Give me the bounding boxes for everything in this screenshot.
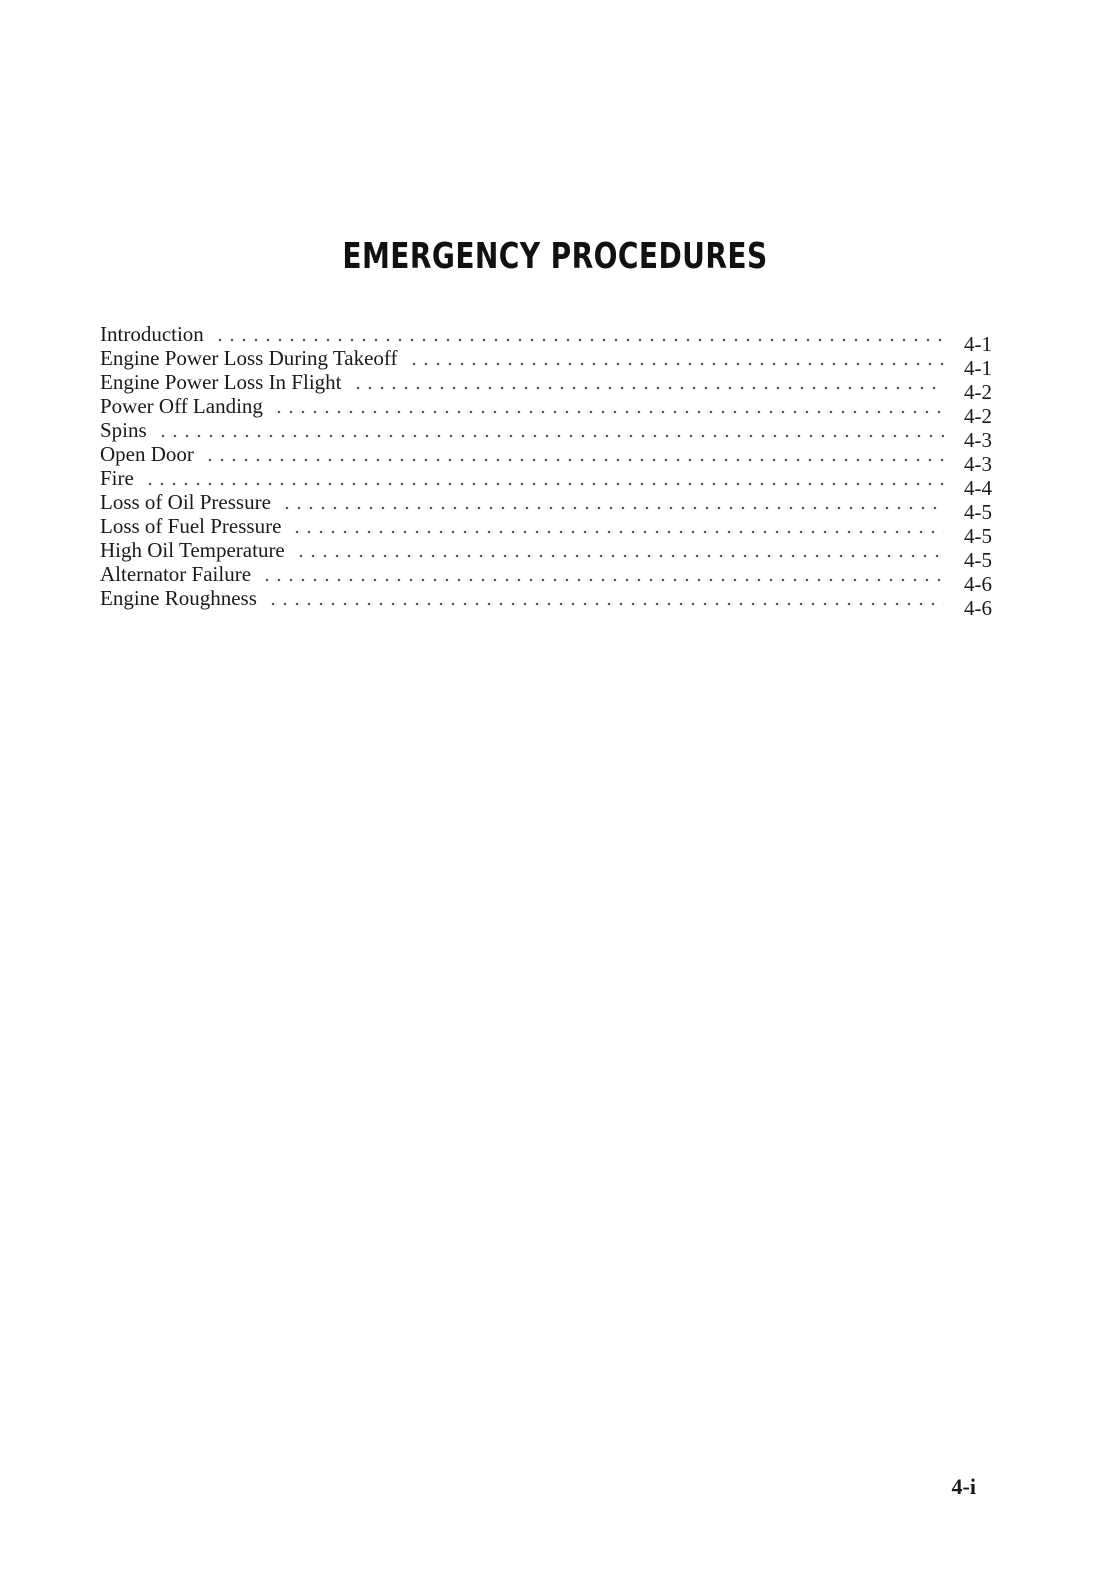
dot-leader <box>204 458 944 462</box>
toc-entry-page: 4-6 <box>964 596 992 620</box>
toc-entry-power-off-landing[interactable] <box>100 394 992 428</box>
toc-entry-label: High Oil Temperature <box>100 538 285 562</box>
dot-leader <box>157 434 944 438</box>
toc-entry-spins[interactable] <box>100 418 992 452</box>
toc-entry-engine-roughness[interactable] <box>100 586 992 620</box>
dot-leader <box>281 506 944 510</box>
dot-leader <box>261 578 944 582</box>
dot-leader <box>408 362 944 366</box>
toc-entry-page: 4-3 <box>964 428 992 452</box>
toc-entry-label: Fire <box>100 466 134 490</box>
toc-entry-page: 4-4 <box>964 476 992 500</box>
dot-leader <box>291 530 944 534</box>
toc-entry-page: 4-5 <box>964 548 992 572</box>
table-of-contents <box>100 322 992 620</box>
toc-entry-open-door[interactable] <box>100 442 992 476</box>
toc-entry-label: Introduction <box>100 322 204 346</box>
dot-leader <box>144 482 944 486</box>
toc-entry-label: Loss of Fuel Pressure <box>100 514 282 538</box>
toc-entry-label: Spins <box>100 418 147 442</box>
toc-entry-page: 4-2 <box>964 404 992 428</box>
toc-entry-label: Engine Power Loss During Takeoff <box>100 346 398 370</box>
toc-entry-label: Alternator Failure <box>100 562 252 586</box>
dot-leader <box>267 602 944 606</box>
dot-leader <box>214 338 944 342</box>
toc-entry-page: 4-3 <box>964 452 992 476</box>
toc-entry-label: Engine Power Loss In Flight <box>100 370 342 394</box>
toc-entry-introduction[interactable] <box>100 322 992 356</box>
page-title: EMERGENCY PROCEDURES <box>342 236 768 277</box>
dot-leader <box>295 554 944 558</box>
toc-entry-label: Loss of Oil Pressure <box>100 490 271 514</box>
toc-entry-page: 4-6 <box>964 572 992 596</box>
toc-entry-alternator-failure[interactable] <box>100 562 992 596</box>
toc-entry-high-oil-temperature[interactable] <box>100 538 992 572</box>
dot-leader <box>352 386 945 390</box>
toc-entry-page: 4-5 <box>964 524 992 548</box>
dot-leader <box>273 410 944 414</box>
toc-entry-label: Engine Roughness <box>100 586 257 610</box>
toc-entry-page: 4-2 <box>964 380 992 404</box>
toc-entry-engine-power-loss-takeoff[interactable] <box>100 346 992 380</box>
toc-entry-page: 4-5 <box>964 500 992 524</box>
toc-entry-label: Open Door <box>100 442 194 466</box>
toc-entry-loss-of-oil-pressure[interactable] <box>100 490 992 524</box>
toc-entry-engine-power-loss-flight[interactable] <box>100 370 992 404</box>
toc-entry-fire[interactable] <box>100 466 992 500</box>
toc-entry-label: Power Off Landing <box>100 394 263 418</box>
page-number: 4-i <box>951 1474 976 1499</box>
toc-entry-page: 4-1 <box>964 332 992 356</box>
toc-entry-loss-of-fuel-pressure[interactable] <box>100 514 992 548</box>
toc-entry-page: 4-1 <box>964 356 992 380</box>
